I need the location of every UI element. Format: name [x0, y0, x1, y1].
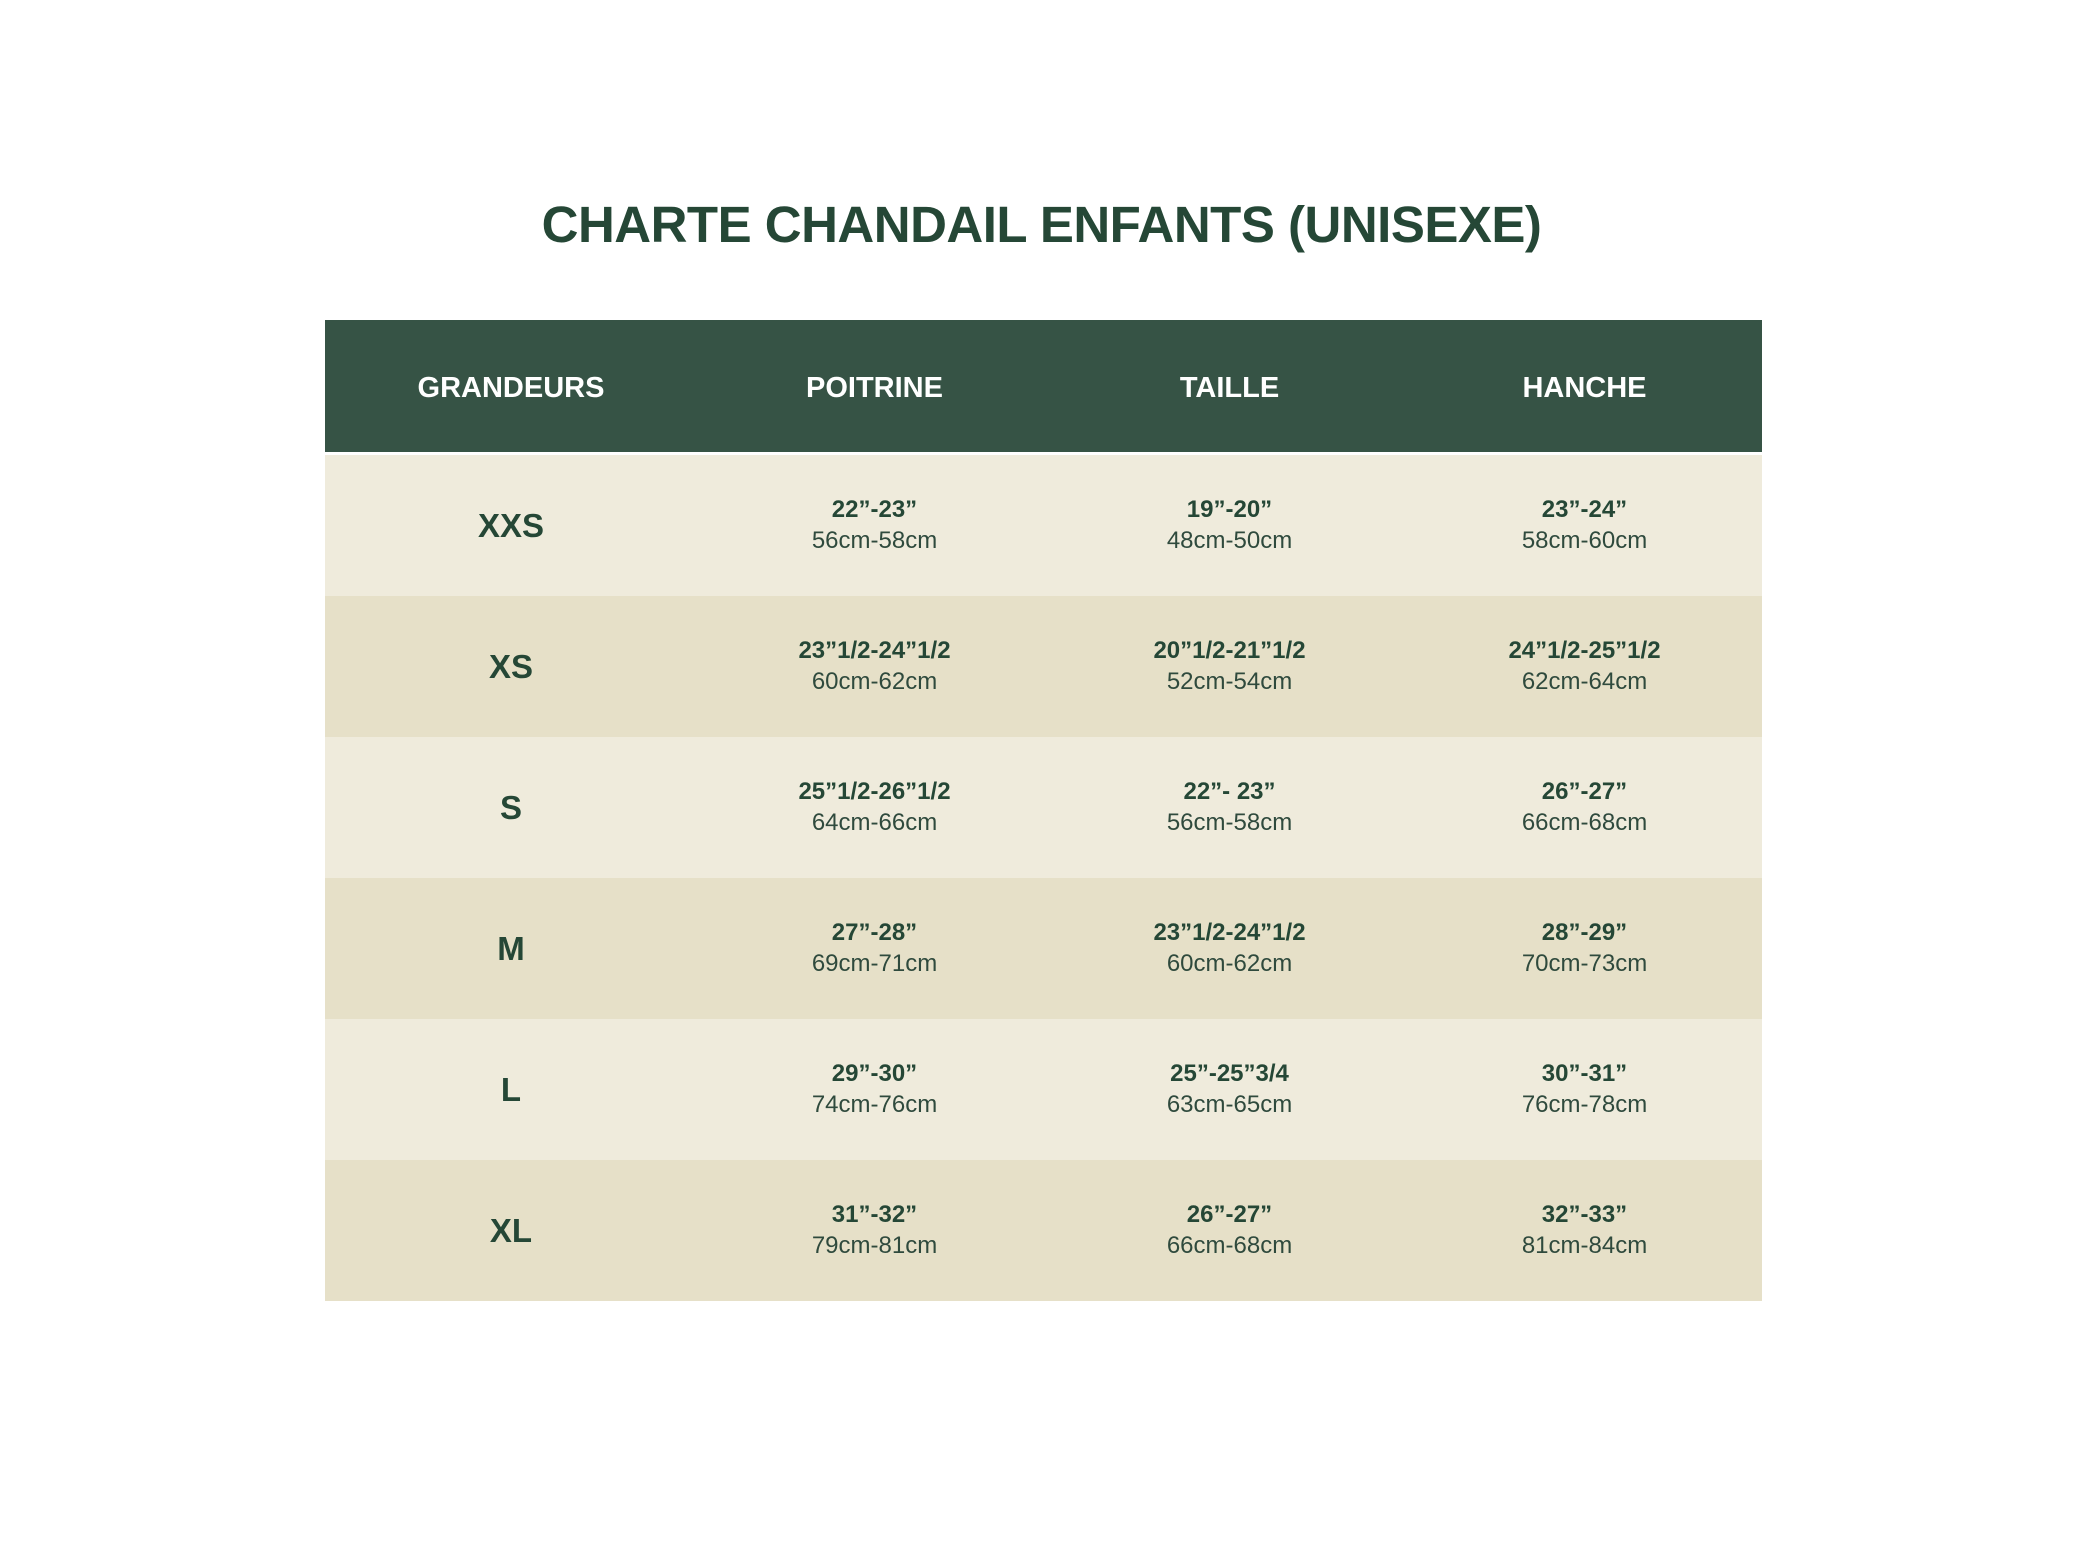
cm-value: 66cm-68cm — [1166, 1232, 1293, 1259]
poitrine-cell — [697, 1160, 1052, 1301]
inch-value: 26”-27” — [1541, 778, 1628, 805]
header-poitrine: POITRINE — [806, 371, 943, 404]
cm-value: 74cm-76cm — [811, 1091, 938, 1118]
cm-value: 81cm-84cm — [1521, 1232, 1648, 1259]
cm-value: 60cm-62cm — [1166, 950, 1293, 977]
cm-value: 62cm-64cm — [1521, 668, 1648, 695]
inch-value: 20”1/2-21”1/2 — [1153, 637, 1306, 664]
size-label: XS — [488, 647, 534, 685]
table-row — [325, 878, 1762, 1019]
size-label: M — [497, 929, 525, 967]
poitrine-cell — [697, 455, 1052, 596]
cm-value: 63cm-65cm — [1166, 1091, 1293, 1118]
size-label: XL — [489, 1211, 533, 1249]
taille-cell — [1052, 455, 1407, 596]
inch-value: 26”-27” — [1186, 1201, 1273, 1228]
size-label: L — [500, 1070, 522, 1108]
taille-cell — [1052, 737, 1407, 878]
cm-value: 58cm-60cm — [1521, 527, 1648, 554]
header-grandeurs: GRANDEURS — [417, 371, 605, 404]
cm-value: 79cm-81cm — [811, 1232, 938, 1259]
size-chart-table — [325, 320, 1762, 1301]
inch-value: 22”- 23” — [1183, 778, 1276, 805]
cm-value: 76cm-78cm — [1521, 1091, 1648, 1118]
inch-value: 19”-20” — [1186, 496, 1273, 523]
inch-value: 27”-28” — [831, 919, 918, 946]
hanche-cell — [1407, 878, 1762, 1019]
inch-value: 23”-24” — [1541, 496, 1628, 523]
poitrine-cell — [697, 878, 1052, 1019]
size-label: S — [499, 788, 522, 826]
cm-value: 66cm-68cm — [1521, 809, 1648, 836]
taille-cell — [1052, 1160, 1407, 1301]
inch-value: 22”-23” — [831, 496, 918, 523]
inch-value: 30”-31” — [1541, 1060, 1628, 1087]
poitrine-cell — [697, 596, 1052, 737]
inch-value: 28”-29” — [1541, 919, 1628, 946]
cm-value: 64cm-66cm — [811, 809, 938, 836]
taille-cell — [1052, 1019, 1407, 1160]
inch-value: 25”1/2-26”1/2 — [798, 778, 951, 805]
inch-value: 23”1/2-24”1/2 — [1153, 919, 1306, 946]
hanche-cell — [1407, 1160, 1762, 1301]
taille-cell — [1052, 596, 1407, 737]
size-label: XXS — [477, 506, 545, 544]
cm-value: 56cm-58cm — [811, 527, 938, 554]
header-hanche: HANCHE — [1522, 371, 1647, 404]
cm-value: 70cm-73cm — [1521, 950, 1648, 977]
page-title: CHARTE CHANDAIL ENFANTS (UNISEXE) — [541, 196, 1542, 253]
table-header-row — [325, 320, 1762, 455]
hanche-cell — [1407, 737, 1762, 878]
table-row — [325, 737, 1762, 878]
cm-value: 52cm-54cm — [1166, 668, 1293, 695]
cm-value: 60cm-62cm — [811, 668, 938, 695]
inch-value: 25”-25”3/4 — [1170, 1060, 1289, 1087]
inch-value: 29”-30” — [831, 1060, 918, 1087]
cm-value: 48cm-50cm — [1166, 527, 1293, 554]
taille-cell — [1052, 878, 1407, 1019]
hanche-cell — [1407, 1019, 1762, 1160]
table-row — [325, 1019, 1762, 1160]
poitrine-cell — [697, 737, 1052, 878]
header-taille: TAILLE — [1179, 371, 1280, 404]
poitrine-cell — [697, 1019, 1052, 1160]
table-row — [325, 1160, 1762, 1301]
hanche-cell — [1407, 596, 1762, 737]
table-row — [325, 596, 1762, 737]
hanche-cell — [1407, 455, 1762, 596]
cm-value: 56cm-58cm — [1166, 809, 1293, 836]
cm-value: 69cm-71cm — [811, 950, 938, 977]
inch-value: 24”1/2-25”1/2 — [1508, 637, 1661, 664]
inch-value: 32”-33” — [1541, 1201, 1628, 1228]
inch-value: 23”1/2-24”1/2 — [798, 637, 951, 664]
inch-value: 31”-32” — [831, 1201, 918, 1228]
table-row — [325, 455, 1762, 596]
